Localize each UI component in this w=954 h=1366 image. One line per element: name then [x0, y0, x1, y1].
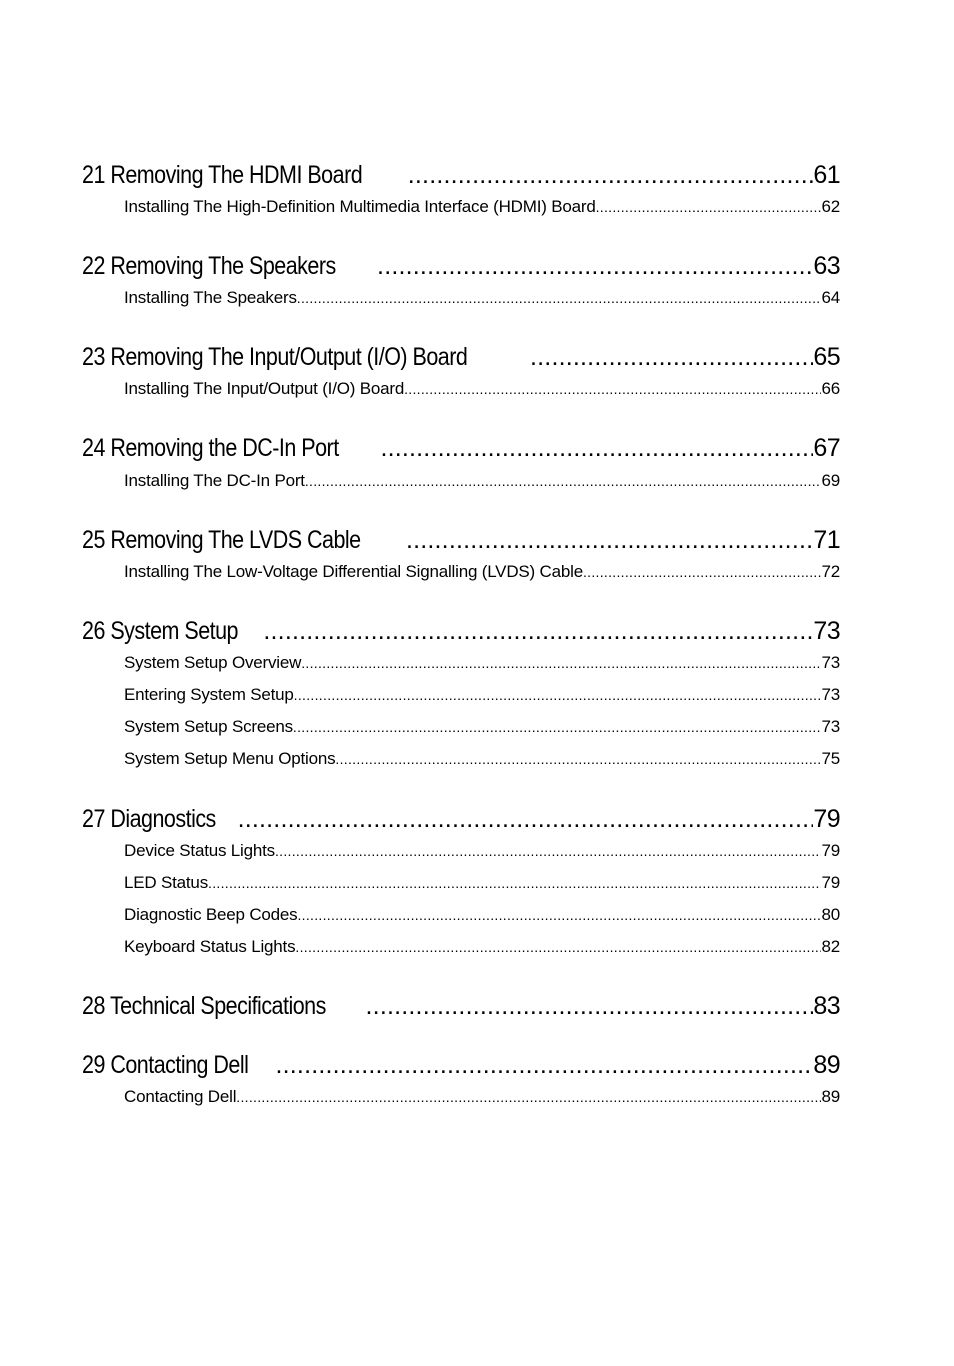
toc-chapter-entry[interactable] [82, 1050, 840, 1080]
dot-leader [377, 251, 813, 281]
table-of-contents [82, 0, 840, 1366]
chapter-title: 22 Removing The Speakers [82, 252, 336, 280]
toc-chapter-entry[interactable] [82, 251, 840, 281]
section-title: System Setup Screens [124, 717, 293, 736]
dot-leader [335, 748, 821, 770]
chapter-title: 23 Removing The Input/Output (I/O) Board [82, 343, 468, 371]
section-title: Device Status Lights [124, 841, 275, 860]
toc-section-entry[interactable] [124, 716, 840, 738]
toc-section-entry[interactable] [124, 840, 840, 862]
toc-chapter-entry[interactable] [82, 342, 840, 372]
section-title: Installing The DC-In Port [124, 471, 305, 490]
section-title: Installing The Speakers [124, 288, 297, 307]
section-title: Diagnostic Beep Codes [124, 905, 298, 924]
toc-chapter-entry[interactable] [82, 616, 840, 646]
section-title: Contacting Dell [124, 1087, 237, 1106]
toc-section-entry[interactable] [124, 748, 840, 770]
dot-leader [263, 616, 813, 646]
section-title: Entering System Setup [124, 685, 294, 704]
dot-leader [408, 160, 814, 190]
toc-section-entry[interactable] [124, 1086, 840, 1108]
section-title: Installing The High-Definition Multimedia Interface (HDMI) Board [124, 197, 596, 216]
section-title: Installing The Low-Voltage Differential Signalling (LVDS) Cable [124, 562, 583, 581]
page-number: 80 [821, 905, 840, 924]
dot-leader [238, 804, 814, 834]
page-number: 73 [813, 617, 840, 645]
dot-leader [404, 378, 821, 400]
dot-leader [294, 684, 822, 706]
dot-leader [293, 716, 822, 738]
dot-leader [305, 470, 822, 492]
chapter-title: 26 System Setup [82, 617, 238, 645]
dot-leader [276, 1050, 814, 1080]
chapter-title: 28 Technical Specifications [82, 992, 326, 1020]
dot-leader [297, 287, 822, 309]
toc-section-entry[interactable] [124, 470, 840, 492]
page-number: 69 [821, 471, 840, 490]
toc-section-entry[interactable] [124, 196, 840, 218]
section-title: LED Status [124, 873, 208, 892]
dot-leader [366, 991, 814, 1021]
page-number: 79 [821, 873, 840, 892]
toc-section-entry[interactable] [124, 904, 840, 926]
toc-section-entry[interactable] [124, 936, 840, 958]
page-number: 73 [821, 653, 840, 672]
toc-section-entry[interactable] [124, 287, 840, 309]
page-number: 62 [821, 197, 840, 216]
chapter-title: 24 Removing the DC-In Port [82, 434, 339, 462]
toc-chapter-entry[interactable] [82, 991, 840, 1021]
chapter-title: 29 Contacting Dell [82, 1051, 249, 1079]
section-title: Installing The Input/Output (I/O) Board [124, 379, 405, 398]
toc-chapter-entry[interactable] [82, 525, 840, 555]
chapter-title: 27 Diagnostics [82, 805, 216, 833]
dot-leader [295, 936, 821, 958]
page-number: 79 [813, 805, 840, 833]
page-number: 61 [813, 161, 840, 189]
dot-leader [406, 525, 813, 555]
toc-section-entry[interactable] [124, 872, 840, 894]
page-number: 65 [813, 343, 840, 371]
page-number: 72 [821, 562, 840, 581]
page-number: 63 [813, 252, 840, 280]
chapter-title: 21 Removing The HDMI Board [82, 161, 363, 189]
page-number: 73 [821, 685, 840, 704]
dot-leader [297, 904, 821, 926]
page-number: 66 [821, 379, 840, 398]
dot-leader [275, 840, 822, 862]
toc-chapter-entry[interactable] [82, 160, 840, 190]
dot-leader [596, 196, 822, 218]
dot-leader [301, 652, 821, 674]
section-title: System Setup Menu Options [124, 749, 336, 768]
toc-section-entry[interactable] [124, 561, 840, 583]
toc-section-entry[interactable] [124, 652, 840, 674]
dot-leader [530, 342, 813, 372]
dot-leader [583, 561, 822, 583]
page-number: 75 [821, 749, 840, 768]
section-title: System Setup Overview [124, 653, 302, 672]
dot-leader [380, 433, 813, 463]
chapter-title: 25 Removing The LVDS Cable [82, 526, 361, 554]
page-number: 67 [813, 434, 840, 462]
toc-section-entry[interactable] [124, 684, 840, 706]
page-number: 79 [821, 841, 840, 860]
page-number: 71 [813, 526, 840, 554]
toc-chapter-entry[interactable] [82, 433, 840, 463]
dot-leader [236, 1086, 821, 1108]
page-number: 82 [821, 937, 840, 956]
page-number: 89 [821, 1087, 840, 1106]
toc-chapter-entry[interactable] [82, 804, 840, 834]
page-number: 64 [821, 288, 840, 307]
section-title: Keyboard Status Lights [124, 937, 296, 956]
page-number: 89 [813, 1051, 840, 1079]
dot-leader [208, 872, 821, 894]
page-number: 73 [821, 717, 840, 736]
page-number: 83 [813, 992, 840, 1020]
toc-section-entry[interactable] [124, 378, 840, 400]
